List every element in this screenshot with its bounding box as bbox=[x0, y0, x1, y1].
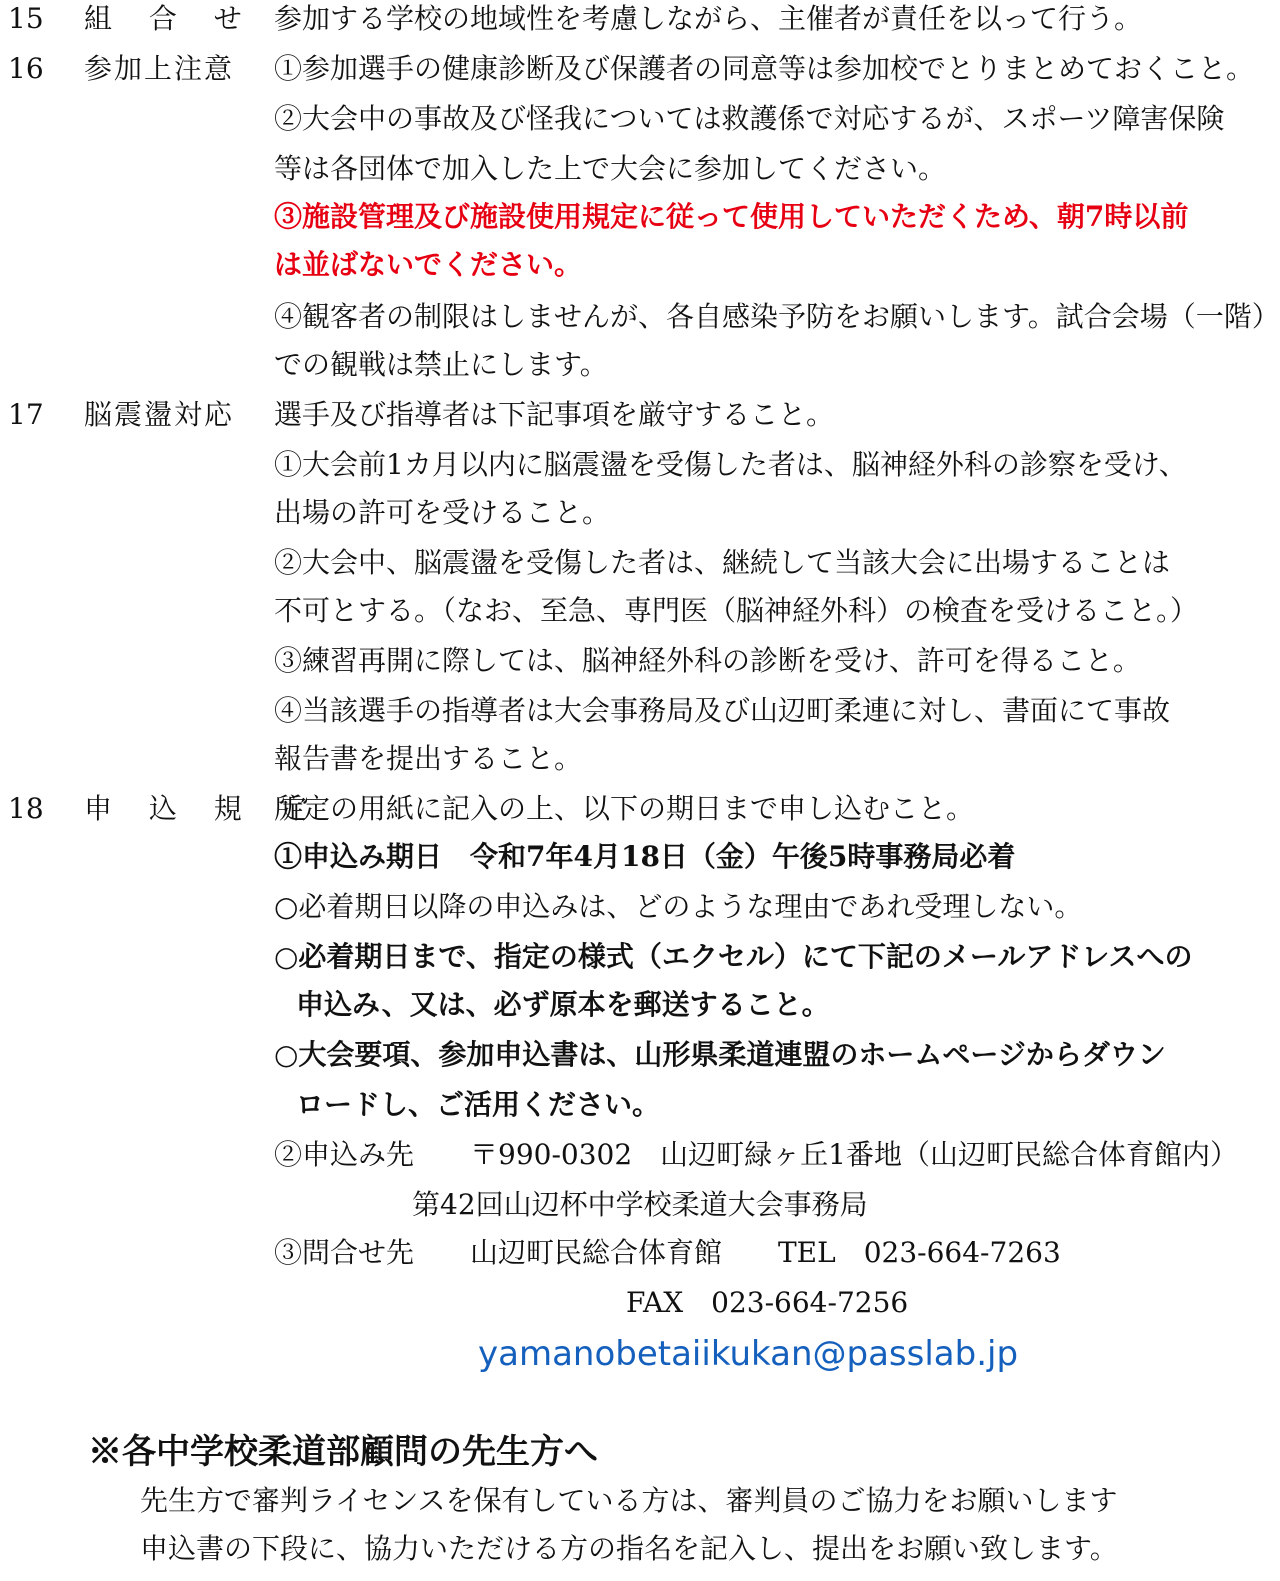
emphasis-text: ○必着期日まで、指定の様式（エクセル）にて下記のメールアドレスへの bbox=[274, 940, 1193, 973]
section-label: 申 込 規 定 bbox=[84, 792, 321, 825]
section-text: 等は各団体で加入した上で大会に参加してください。 bbox=[274, 152, 947, 185]
section-label: 参加上注意 bbox=[84, 52, 235, 85]
section-number: 16 bbox=[8, 52, 44, 85]
section-text: 所定の用紙に記入の上、以下の期日まで申し込むこと。 bbox=[274, 792, 975, 825]
section-text: ①参加選手の健康診断及び保護者の同意等は参加校でとりまとめておくこと。 bbox=[274, 52, 1255, 85]
section-label: 脳震盪対応 bbox=[84, 398, 235, 431]
email-link[interactable]: yamanobetaiikukan@passlab.jp bbox=[478, 1334, 1019, 1374]
section-text: での観戦は禁止にします。 bbox=[274, 348, 608, 381]
section-text: ②大会中の事故及び怪我については救護係で対応するが、スポーツ障害保険 bbox=[274, 102, 1225, 135]
notice-line: 申込書の下段に、協力いただける方の指名を記入し、提出をお願い致します。 bbox=[140, 1532, 1118, 1565]
deadline-text: ①申込み期日 令和7年4月18日（金）午後5時事務局必着 bbox=[274, 840, 1016, 873]
notice-title: ※各中学校柔道部顧問の先生方へ bbox=[88, 1432, 598, 1472]
section-text: ②大会中、脳震盪を受傷した者は、継続して当該大会に出場することは bbox=[274, 546, 1171, 579]
section-text: ○必着期日以降の申込みは、どのような理由であれ受理しない。 bbox=[274, 890, 1083, 923]
section-text: 選手及び指導者は下記事項を厳守すること。 bbox=[274, 398, 835, 431]
section-number: 18 bbox=[8, 792, 44, 825]
warning-text: ③施設管理及び施設使用規定に従って使用していただくため、朝7時以前 bbox=[274, 200, 1189, 233]
section-number: 15 bbox=[8, 2, 44, 35]
notice-line: 先生方で審判ライセンスを保有している方は、審判員のご協力をお願いします bbox=[140, 1484, 1118, 1517]
office-name: 第42回山辺杯中学校柔道大会事務局 bbox=[412, 1188, 868, 1221]
section-text: 報告書を提出すること。 bbox=[274, 742, 583, 775]
section-text: 不可とする。（なお、至急、専門医（脳神経外科）の検査を受けること。） bbox=[274, 594, 1199, 627]
section-text: 参加する学校の地域性を考慮しながら、主催者が責任を以って行う。 bbox=[274, 2, 1143, 35]
contact-fax: FAX 023-664-7256 bbox=[626, 1286, 909, 1319]
emphasis-text: 申込み、又は、必ず原本を郵送すること。 bbox=[296, 988, 830, 1021]
section-text: ③練習再開に際しては、脳神経外科の診断を受け、許可を得ること。 bbox=[274, 644, 1141, 677]
contact-tel: ③問合せ先 山辺町民総合体育館 TEL 023-664-7263 bbox=[274, 1236, 1061, 1269]
section-label: 組 合 せ bbox=[84, 2, 256, 35]
emphasis-text: ○大会要項、参加申込書は、山形県柔道連盟のホームページからダウン bbox=[274, 1038, 1166, 1071]
section-text: ①大会前1カ月以内に脳震盪を受傷した者は、脳神経外科の診察を受け、 bbox=[274, 448, 1187, 481]
warning-text: は並ばないでください。 bbox=[274, 248, 583, 281]
emphasis-text: ロードし、ご活用ください。 bbox=[296, 1088, 661, 1121]
section-text: ④当該選手の指導者は大会事務局及び山辺町柔連に対し、書面にて事故 bbox=[274, 694, 1171, 727]
section-text: ④観客者の制限はしませんが、各自感染予防をお願いします。試合会場（一階） bbox=[274, 300, 1280, 333]
address-text: ②申込み先 〒990-0302 山辺町緑ヶ丘1番地（山辺町民総合体育館内） bbox=[274, 1138, 1238, 1171]
section-number: 17 bbox=[8, 398, 44, 431]
section-text: 出場の許可を受けること。 bbox=[274, 496, 611, 529]
